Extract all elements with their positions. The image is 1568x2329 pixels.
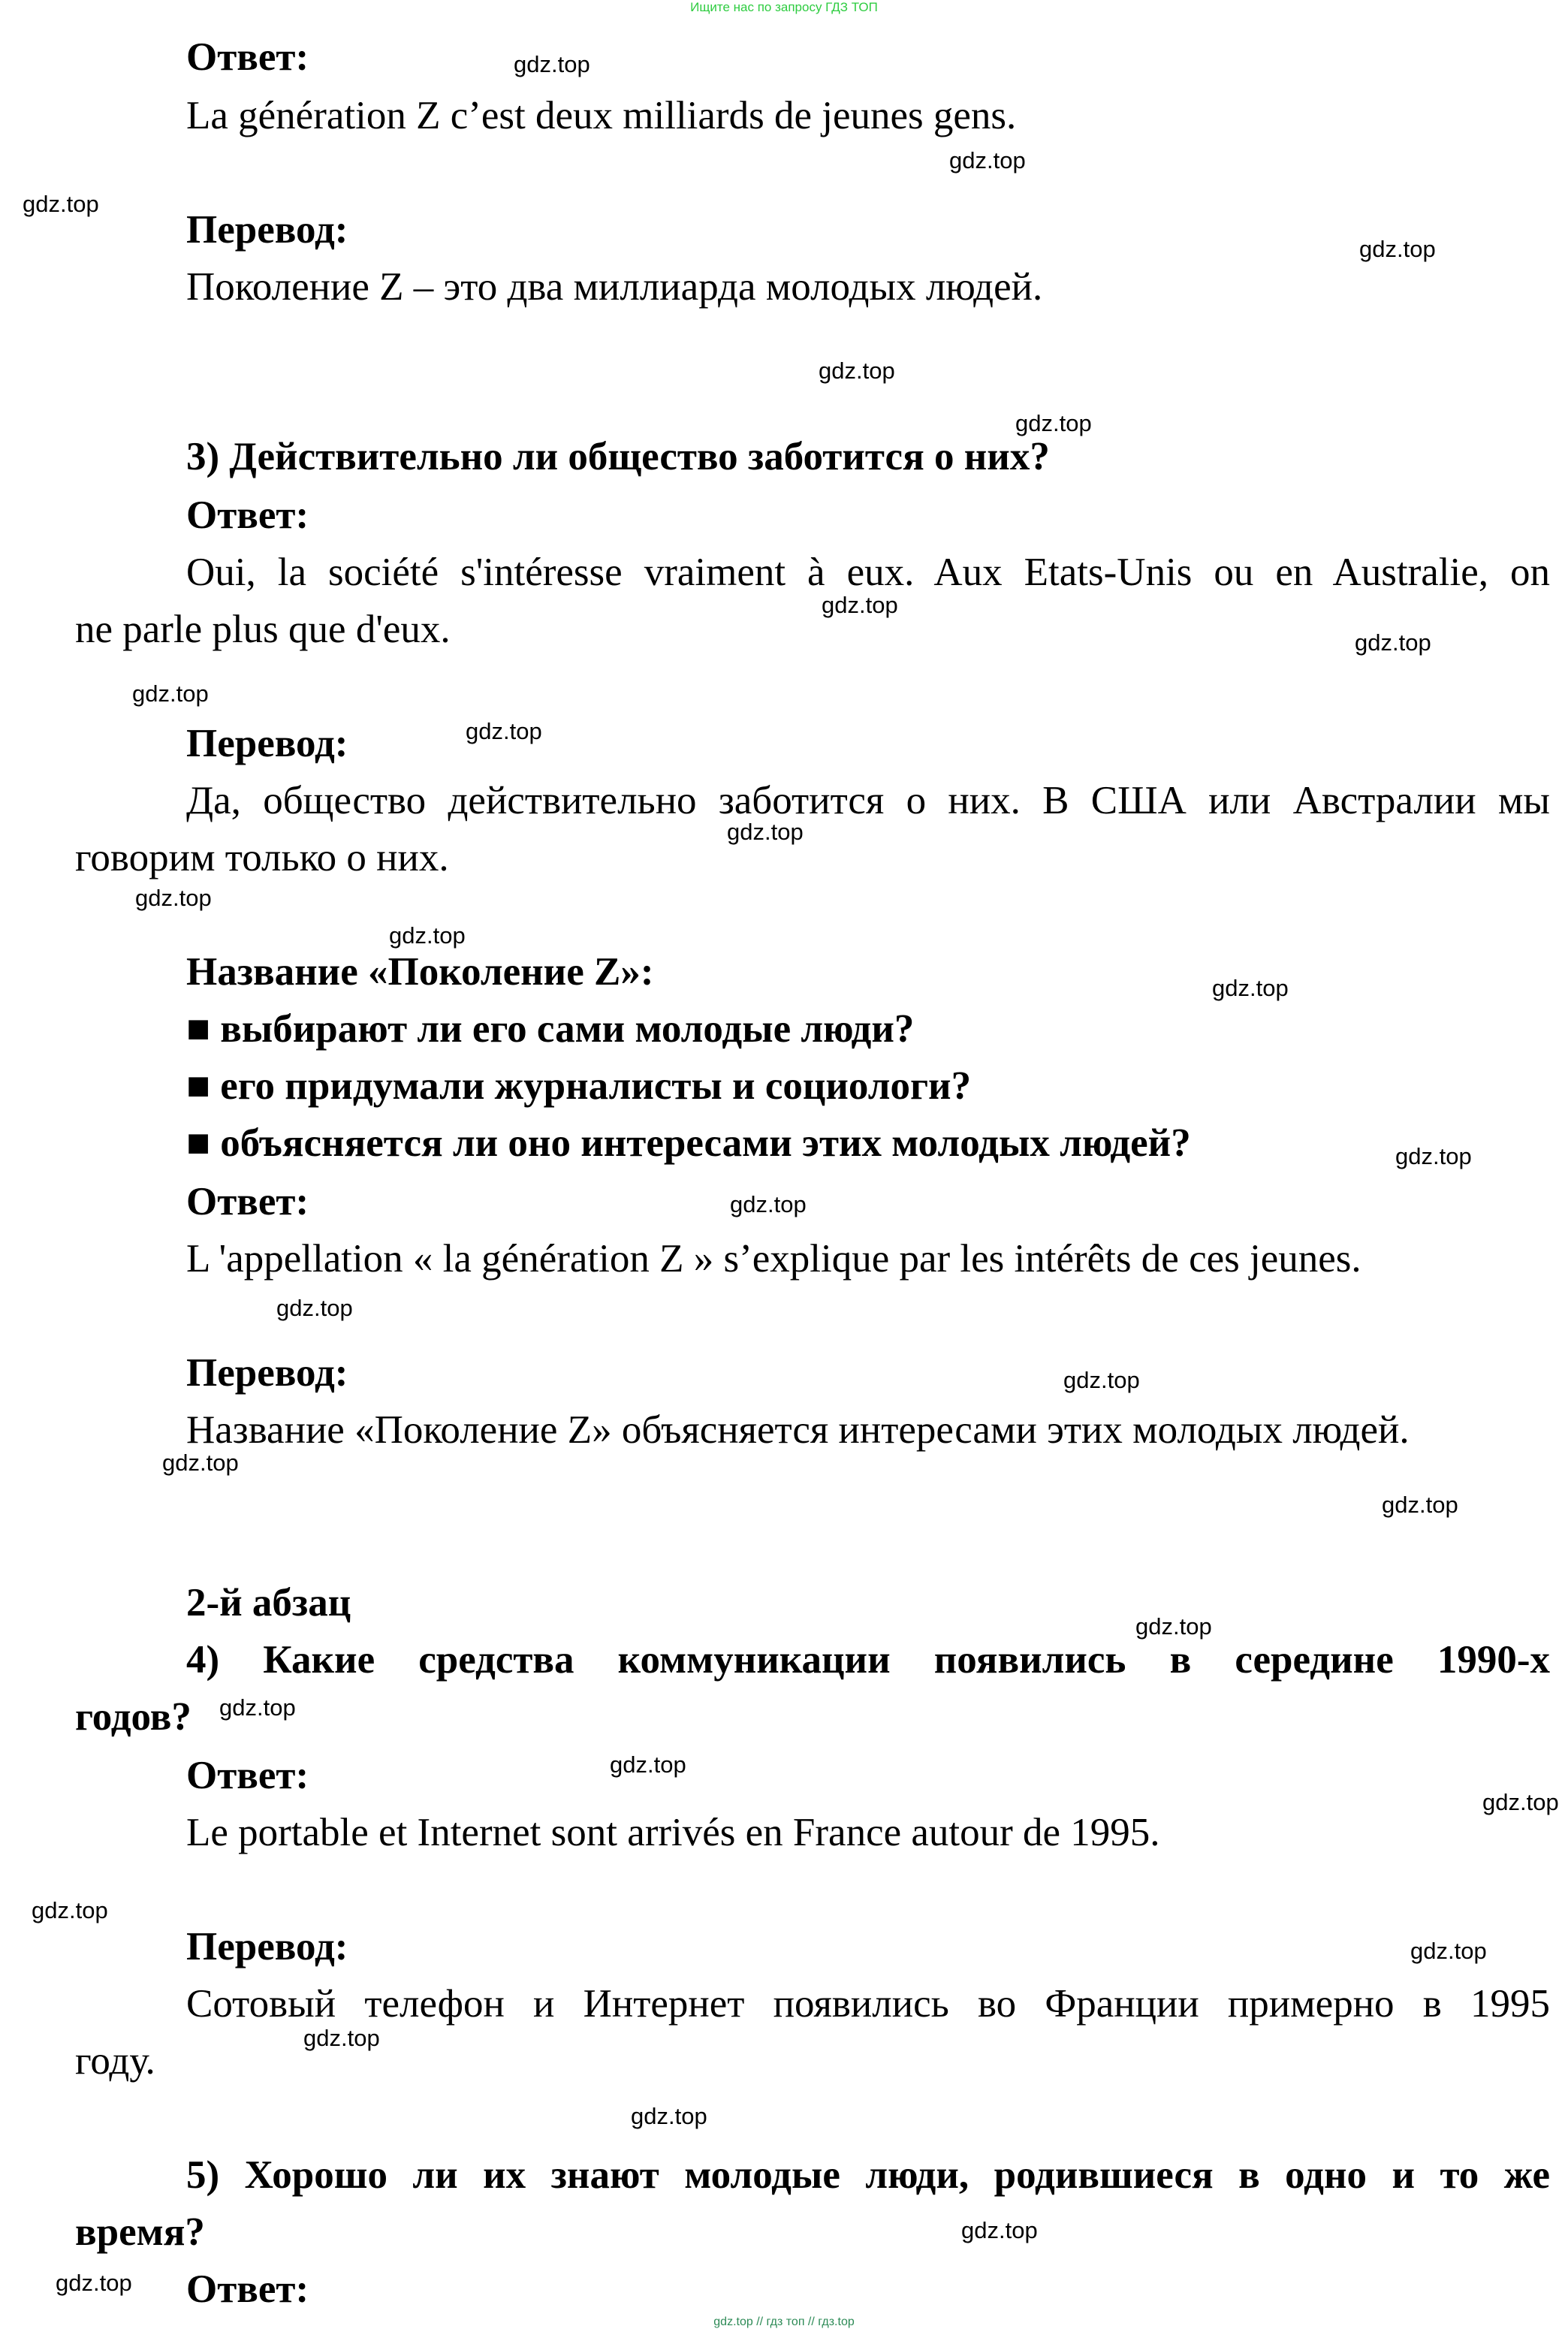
watermark: gdz.top [135, 885, 212, 911]
watermark: gdz.top [1359, 236, 1436, 262]
translation-label: Перевод: [186, 1351, 348, 1395]
translation-label: Перевод: [186, 208, 348, 252]
watermark: gdz.top [1015, 410, 1092, 436]
answer-label: Ответ: [186, 1180, 309, 1223]
watermark: gdz.top [32, 1897, 108, 1923]
watermark: gdz.top [466, 718, 542, 744]
watermark: gdz.top [819, 357, 895, 384]
answer-label: Ответ: [186, 493, 309, 537]
watermark: gdz.top [56, 2270, 132, 2296]
bullet-item: ■ его придумали журналисты и социологи? [186, 1064, 972, 1108]
watermark: gdz.top [1482, 1789, 1559, 1815]
watermark: gdz.top [1395, 1143, 1472, 1169]
watermark: gdz.top [1355, 629, 1431, 656]
bullet-item: ■ выбирают ли его сами молодые люди? [186, 1007, 915, 1051]
paragraph-heading: 2-й абзац [186, 1581, 351, 1625]
translation-text-line-2: говорим только о них. [75, 836, 449, 879]
answer-text-line-1: Oui, la société s'intéresse vraiment à eux. Aux Etats-Unis ou en Australie, on [186, 551, 1550, 594]
bottom-banner[interactable]: gdz.top // гдз топ // гдз.top [713, 2315, 855, 2328]
answer-label: Ответ: [186, 2267, 309, 2311]
watermark: gdz.top [727, 819, 804, 845]
bullet-item: ■ объясняется ли оно интересами этих молодых людей? [186, 1121, 1191, 1165]
translation-text-line-1: Сотовый телефон и Интернет появились во Франции примерно в 1995 [186, 1982, 1550, 2026]
answer-label: Ответ: [186, 1754, 309, 1797]
watermark: gdz.top [23, 191, 99, 217]
translation-text-line-1: Да, общество действительно заботится о них. В США или Австралии мы [186, 779, 1550, 822]
question-5-line-2: время? [75, 2210, 205, 2254]
watermark: gdz.top [631, 2103, 707, 2129]
watermark: gdz.top [514, 51, 590, 77]
answer-label: Ответ: [186, 35, 309, 79]
watermark: gdz.top [1212, 975, 1289, 1001]
watermark: gdz.top [610, 1751, 686, 1778]
answer-text: L 'appellation « la génération Z » s’explique par les intérêts de ces jeunes. [186, 1237, 1361, 1281]
question-4-line-1: 4) Какие средства коммуникации появились в середине 1990-х [186, 1638, 1550, 1682]
watermark: gdz.top [1135, 1613, 1212, 1640]
translation-text: Название «Поколение Z» объясняется интересами этих молодых людей. [186, 1408, 1410, 1452]
watermark: gdz.top [822, 592, 898, 618]
watermark: gdz.top [303, 2025, 380, 2051]
watermark: gdz.top [949, 147, 1026, 173]
watermark: gdz.top [961, 2217, 1038, 2243]
section-title: Название «Поколение Z»: [186, 950, 654, 994]
watermark: gdz.top [162, 1450, 239, 1476]
watermark: gdz.top [1410, 1938, 1487, 1964]
translation-text-line-2: году. [75, 2039, 155, 2083]
watermark: gdz.top [219, 1694, 296, 1721]
watermark: gdz.top [276, 1295, 353, 1321]
watermark: gdz.top [730, 1191, 807, 1217]
watermark: gdz.top [389, 922, 466, 949]
watermark: gdz.top [1063, 1367, 1140, 1393]
answer-text-line-2: ne parle plus que d'eux. [75, 608, 451, 651]
answer-text: La génération Z c’est deux milliards de jeunes gens. [186, 94, 1017, 137]
question-3: 3) Действительно ли общество заботится о них? [186, 435, 1050, 478]
answer-text: Le portable et Internet sont arrivés en France autour de 1995. [186, 1811, 1160, 1854]
question-4-line-2: годов? [75, 1695, 191, 1739]
translation-label: Перевод: [186, 722, 348, 765]
question-5-line-1: 5) Хорошо ли их знают молодые люди, родившиеся в одно и то же [186, 2153, 1550, 2197]
top-banner[interactable]: Ищите нас по запросу ГДЗ ТОП [690, 0, 878, 14]
watermark: gdz.top [132, 680, 209, 707]
translation-label: Перевод: [186, 1925, 348, 1968]
translation-text: Поколение Z – это два миллиарда молодых людей. [186, 265, 1043, 309]
watermark: gdz.top [1382, 1492, 1458, 1518]
